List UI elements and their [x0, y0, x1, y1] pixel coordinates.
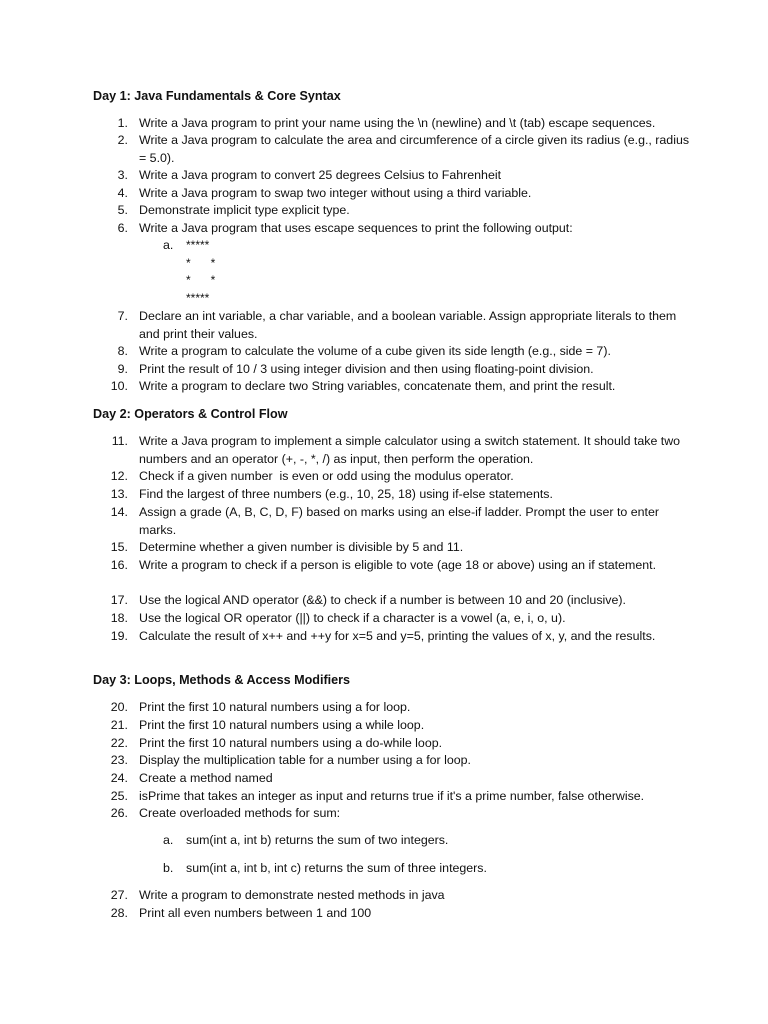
- item-number: 5.: [117, 203, 128, 217]
- item-number: 27.: [110, 888, 128, 902]
- subitem-text: sum(int a, int b) returns the sum of two integers.: [186, 833, 449, 847]
- item-text: Use the logical OR operator (||) to check if a character is a vowel (a, e, i, o, u).: [139, 611, 566, 625]
- item-number: 7.: [117, 309, 128, 323]
- item-text: Write a Java program to calculate the area and circumference of a circle given its radius (e.g., radius = 5.0).: [139, 133, 690, 165]
- item-text: Print the first 10 natural numbers using a for loop.: [139, 700, 411, 714]
- item-number: 6.: [117, 221, 128, 235]
- item-text: Check if a given number is even or odd using the modulus operator.: [139, 469, 514, 483]
- item-text: Print the first 10 natural numbers using a while loop.: [139, 718, 425, 732]
- pattern-line: *****: [186, 291, 210, 305]
- item-number: 9.: [117, 362, 128, 376]
- item-number: 19.: [110, 629, 128, 643]
- pattern-line: * *: [186, 273, 216, 287]
- item-text: Demonstrate implicit type explicit type.: [139, 203, 350, 217]
- item-number: 15.: [110, 540, 128, 554]
- item-text: isPrime that takes an integer as input and returns true if it's a prime number, false otherwise.: [139, 789, 645, 803]
- item-text: Write a Java program that uses escape sequences to print the following output:: [139, 221, 573, 235]
- item-number: 16.: [110, 558, 128, 572]
- item-text: Display the multiplication table for a number using a for loop.: [139, 753, 471, 767]
- item-text: Print the first 10 natural numbers using a do-while loop.: [139, 736, 443, 750]
- item-number: 23.: [110, 753, 128, 767]
- section-heading-day3: Day 3: Loops, Methods & Access Modifiers: [93, 673, 351, 687]
- subitem-text: sum(int a, int b, int c) returns the sum of three integers.: [186, 861, 487, 875]
- item-text: Print all even numbers between 1 and 100: [139, 906, 372, 920]
- subitem-label: b.: [163, 861, 174, 875]
- item-number: 21.: [110, 718, 128, 732]
- item-text: Find the largest of three numbers (e.g., 10, 25, 18) using if-else statements.: [139, 487, 553, 501]
- item-number: 20.: [110, 700, 128, 714]
- item-number: 8.: [117, 344, 128, 358]
- item-number: 18.: [110, 611, 128, 625]
- subitem-label: a.: [163, 833, 174, 847]
- item-text: Write a program to declare two String variables, concatenate them, and print the result.: [139, 379, 616, 393]
- item-text: Create a method named: [139, 771, 273, 785]
- item-number: 22.: [110, 736, 128, 750]
- item-text: Print the result of 10 / 3 using integer division and then using floating-point division.: [139, 362, 594, 376]
- item-number: 28.: [110, 906, 128, 920]
- item-number: 12.: [110, 469, 128, 483]
- pattern-line: *****: [186, 238, 210, 252]
- item-text: Write a program to demonstrate nested methods in java: [139, 888, 445, 902]
- item-text: Write a Java program to print your name using the \n (newline) and \t (tab) escape sequences.: [139, 116, 656, 130]
- item-number: 26.: [110, 806, 128, 820]
- pattern-label: a.: [163, 238, 174, 252]
- section-heading-day2: Day 2: Operators & Control Flow: [93, 407, 288, 421]
- item-text: Create overloaded methods for sum:: [139, 806, 341, 820]
- item-number: 17.: [110, 593, 128, 607]
- item-text: Declare an int variable, a char variable, and a boolean variable. Assign appropriate literals to them and print their values.: [139, 309, 677, 341]
- item-number: 10.: [110, 379, 128, 393]
- item-text: Write a program to check if a person is eligible to vote (age 18 or above) using an if statement.: [139, 558, 657, 572]
- item-text: Determine whether a given number is divisible by 5 and 11.: [139, 540, 464, 554]
- section-heading-day1: Day 1: Java Fundamentals & Core Syntax: [93, 89, 341, 103]
- item-number: 13.: [110, 487, 128, 501]
- item-number: 3.: [117, 168, 128, 182]
- item-text: Write a Java program to convert 25 degrees Celsius to Fahrenheit: [139, 168, 502, 182]
- item-number: 11.: [111, 434, 128, 448]
- item-text: Calculate the result of x++ and ++y for x=5 and y=5, printing the values of x, y, and the results.: [139, 629, 656, 643]
- item-text: Assign a grade (A, B, C, D, F) based on marks using an else-if ladder. Prompt the user to enter marks.: [139, 505, 659, 537]
- item-number: 4.: [117, 186, 128, 200]
- item-number: 24.: [110, 771, 128, 785]
- item-text: Write a program to calculate the volume of a cube given its side length (e.g., side = 7).: [139, 344, 611, 358]
- item-number: 2.: [117, 133, 128, 147]
- item-text: Write a Java program to swap two integer without using a third variable.: [139, 186, 532, 200]
- item-number: 14.: [110, 505, 128, 519]
- item-number: 1.: [117, 116, 128, 130]
- item-text: Write a Java program to implement a simple calculator using a switch statement. It should take two numbers and an operator (+, -, *, /) as input, then perform the operation.: [139, 434, 681, 466]
- item-text: Use the logical AND operator (&&) to check if a number is between 10 and 20 (inclusive).: [139, 593, 626, 607]
- item-number: 25.: [110, 789, 128, 803]
- pattern-line: * *: [186, 256, 216, 270]
